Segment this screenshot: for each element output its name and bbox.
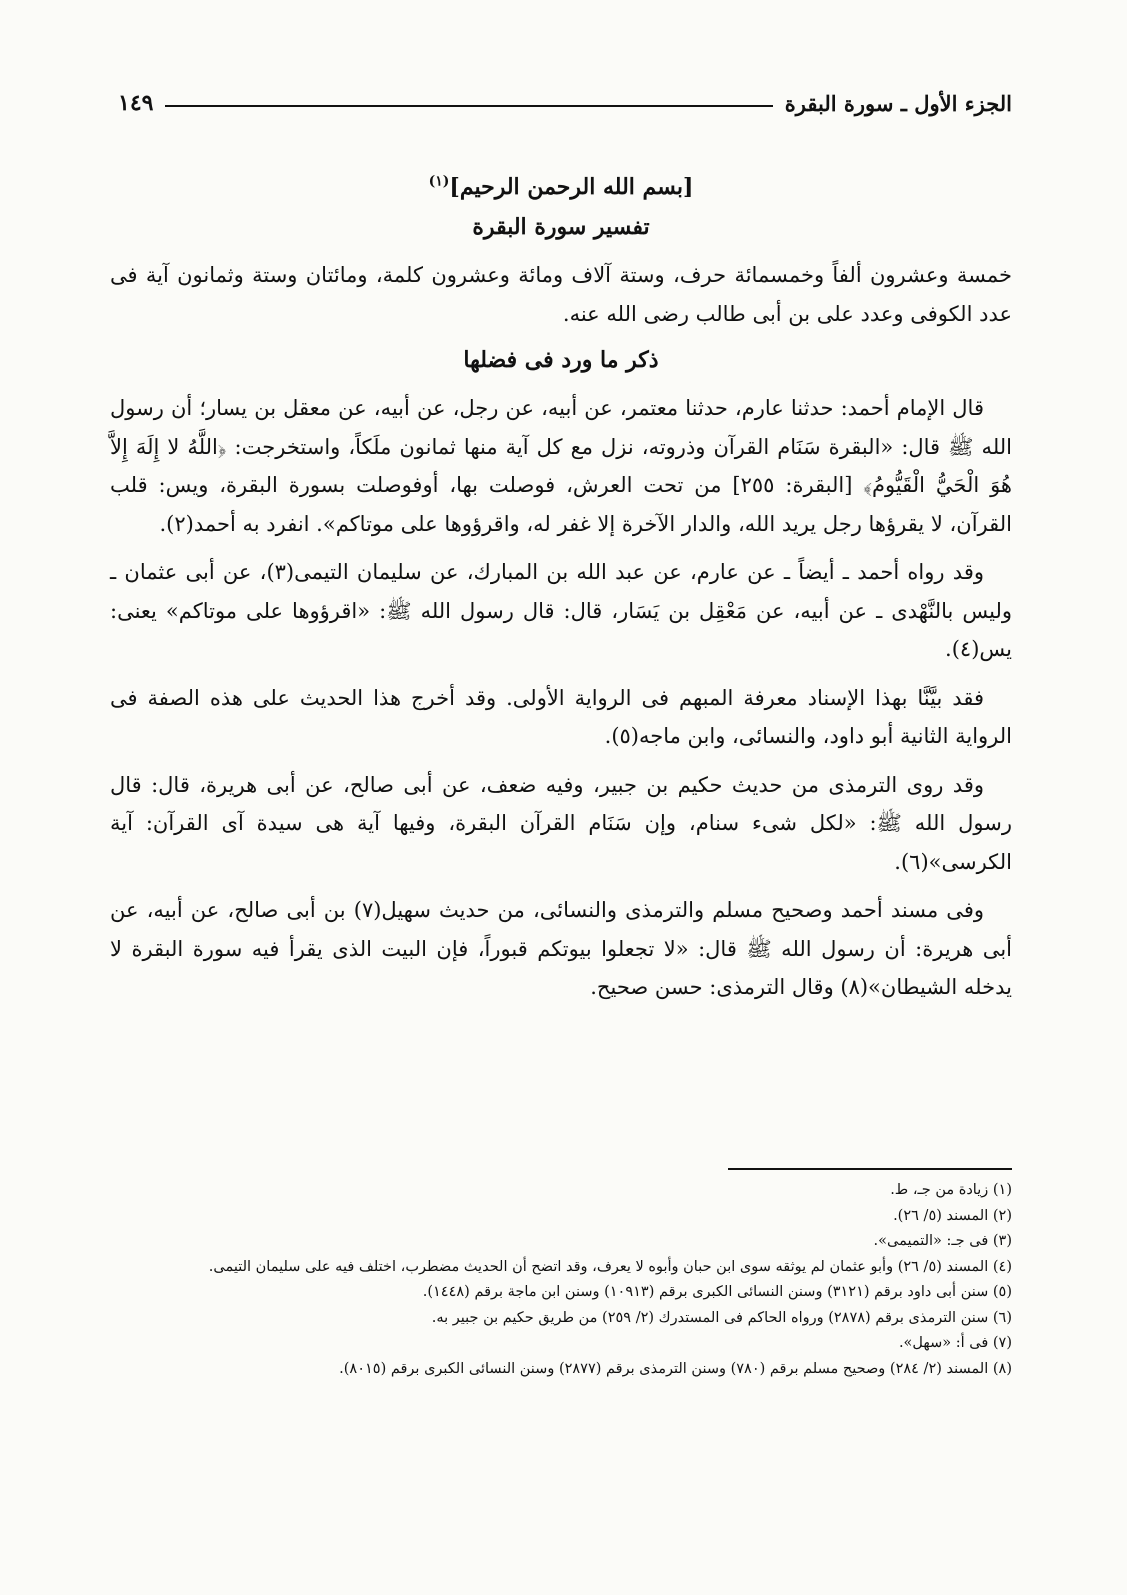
paragraph: وقد روى الترمذى من حديث حكيم بن جبير، وفيه ضعف، عن أبى صالح، عن أبى هريرة، قال: قال رسول الله ﷺ: «لكل شىء سنام، وإن سَنَام القرآن البقرة، وفيها آية هى سيدة آى القرآن: آية الكرسى»(٦). (110, 772, 1012, 874)
main-text (110, 170, 1012, 1017)
section-heading: ذكر ما ورد فى فضلها (463, 347, 659, 373)
basmala-text: [بسم الله الرحمن الرحيم] (449, 174, 694, 200)
paragraph: قال الإمام أحمد: حدثنا عارم، حدثنا معتمر، عن أبيه، عن رجل، عن أبيه، عن معقل بن يسار؛ أن رسول الله ﷺ قال: «البقرة سَنَام القرآن وذروته، نزل مع كل آية منها ثمانون ملَكاً، واستخرجت: ﴿اللَّهُ لا إِلَهَ إِلاَّ هُوَ الْحَيُّ الْقَيُّومُ﴾ [البقرة: ٢٥٥] من تحت العرش، فوصلت بها، أوفوصلت بسورة البقرة، ويس: قلب القرآن، لا يقرؤها رجل يريد الله، والدار الآخرة إلا غفر له، واقرؤوها على موتاكم». انفرد به أحمد(٢). (110, 396, 1012, 536)
basmala-heading (110, 170, 1012, 204)
basmala-footnote-marker: (١) (428, 173, 450, 190)
footnotes (108, 1178, 1012, 1382)
running-title: الجزء الأول ـ سورة البقرة (784, 90, 1012, 116)
page-number: ١٤٩ (118, 90, 154, 116)
paragraph: فقد بيَّنَّا بهذا الإسناد معرفة المبهم فى الرواية الأولى. وقد أخرج هذا الحديث على هذه الصفة فى الرواية الثانية أبو داود، والنسائى، وابن ماجه(٥). (110, 685, 1012, 748)
footnote: (٤) المسند (٥/ ٢٦) وأبو عثمان لم يوثقه سوى ابن حبان وأبوه لا يعرف، وقد اتضح أن الحديث مضطرب، اختلف فيه على سليمان التيمى. (208, 1258, 1012, 1275)
footnote: (٥) سنن أبى داود برقم (٣١٢١) وسنن النسائى الكبرى برقم (١٠٩١٣) وسنن ابن ماجة برقم (١٤٤٨). (422, 1284, 1012, 1300)
footnote-separator (728, 1168, 1012, 1170)
paragraph: وفى مسند أحمد وصحيح مسلم والترمذى والنسائى، من حديث سهيل(٧) بن أبى صالح، عن أبيه، عن أبى هريرة: أن رسول الله ﷺ قال: «لا تجعلوا بيوتكم قبوراً، فإن البيت الذى يقرأ فيه سورة البقرة لا يدخله الشيطان»(٨) وقال الترمذى: حسن صحيح. (110, 898, 1012, 999)
paragraph: وقد رواه أحمد ـ أيضاً ـ عن عارم، عن عبد الله بن المبارك، عن سليمان التيمى(٣)، عن أبى عثمان ـ وليس بالنَّهْدى ـ عن أبيه، عن مَعْقِل بن يَسَار، قال: قال رسول الله ﷺ: «اقرؤوها على موتاكم» يعنى: يس(٤). (110, 560, 1012, 661)
footnote: (١) زيادة من جـ، ط. (890, 1182, 1012, 1198)
footnote: (٣) فى جـ: «التميمى». (873, 1233, 1012, 1249)
intro-paragraph: خمسة وعشرون ألفاً وخمسمائة حرف، وستة آلاف ومائة وعشرون كلمة، ومائتان وستة وثمانون آية فى عدد الكوفى وعدد على بن أبى طالب رضى الله عنه. (110, 263, 1012, 326)
footnote: (٦) سنن الترمذى برقم (٢٨٧٨) ورواه الحاكم فى المستدرك (٢/ ٢٥٩) من طريق حكيم بن جبير به. (431, 1309, 1012, 1326)
footnote: (٧) فى أ: «سهل». (898, 1335, 1012, 1351)
footnote: (٢) المسند (٥/ ٢٦). (893, 1207, 1012, 1224)
running-header (118, 86, 1012, 120)
header-rule (165, 105, 772, 107)
footnote: (٨) المسند (٢/ ٢٨٤) وصحيح مسلم برقم (٧٨٠) وسنن الترمذى برقم (٢٨٧٧) وسنن النسائى الكبرى برقم (٨٠١٥). (339, 1360, 1012, 1377)
surah-heading: تفسير سورة البقرة (472, 214, 650, 240)
